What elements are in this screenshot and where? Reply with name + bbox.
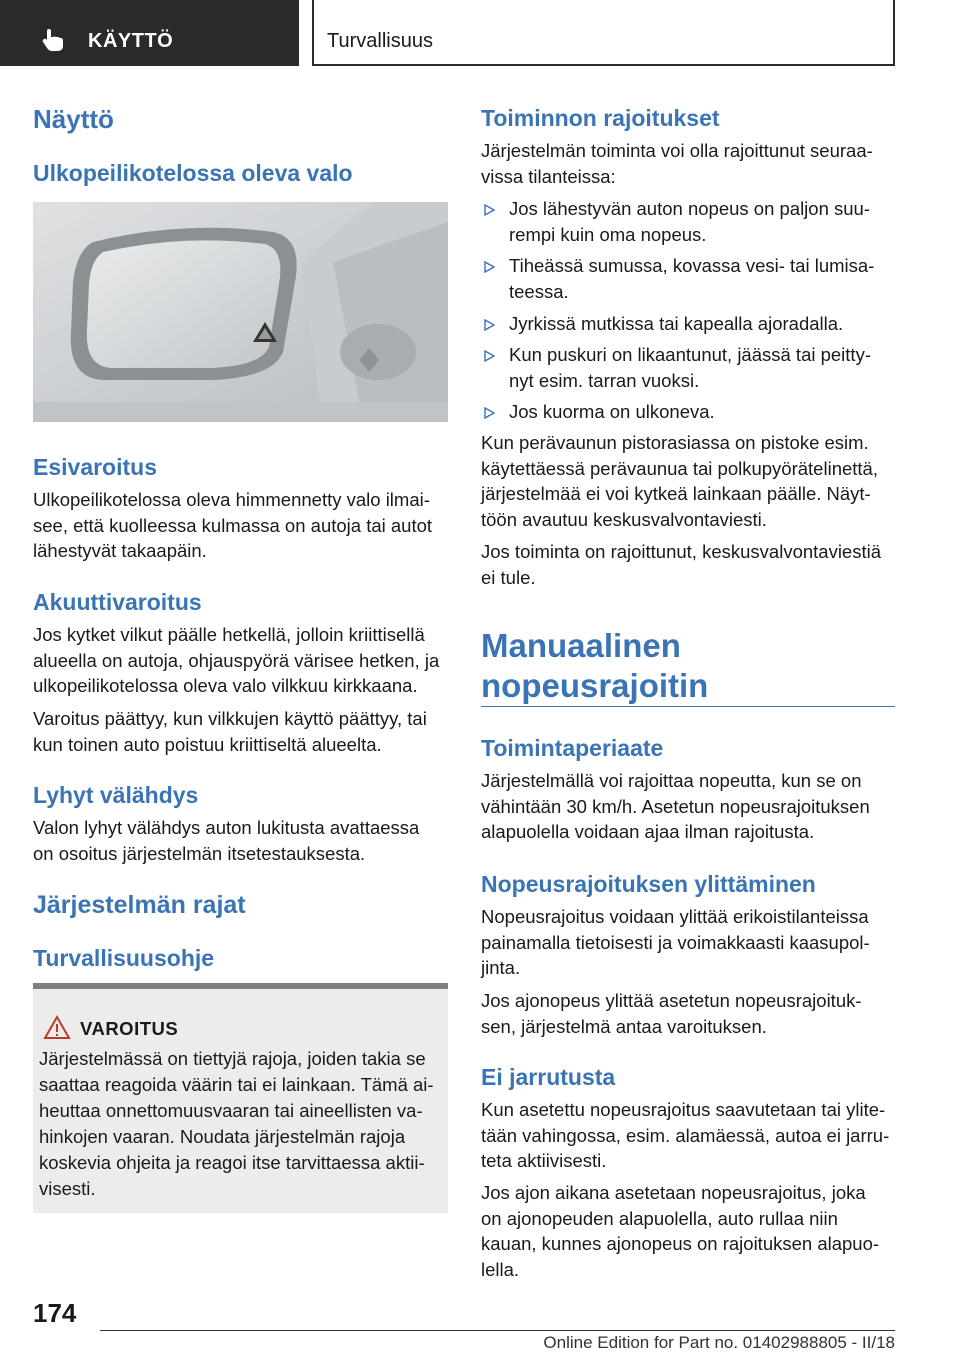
mirror-illustration [33,202,448,422]
text-line: Ulkopeilikotelossa oleva himmennetty valo ilmai‐ [33,489,430,510]
text-line: Jos kuorma on ulkoneva. [509,401,715,422]
text-line: käytettäessä perävaunua tai polkupyörätelinettä, [481,457,878,479]
rajoitukset-intro [481,138,873,189]
heading-manuaalinen-nopeusrajoitin [481,626,708,706]
heading-ei-jarrutusta: Ei jarrutusta [481,1064,616,1090]
text-line: Nopeusrajoitus voidaan ylittää erikoistilanteissa [481,906,869,927]
text-line: saattaa reagoida väärin tai ei lainkaan. Tämä ai‐ [39,1074,434,1095]
footer-rule [100,1330,895,1331]
page-number: 174 [33,1298,77,1328]
heading-lyhyt: Lyhyt välähdys [33,782,199,808]
heading-line: nopeusrajoitin [481,667,709,704]
text-line: painamalla tietoisesti ja voimakkaasti kaasupol‐ [481,931,870,953]
text-line: Kun asetettu nopeusrajoitus saavutetaan tai ylite‐ [481,1099,886,1120]
text-line: Tiheässä sumussa, kovassa vesi- tai lumisa‐ [509,255,875,276]
rajoitukset-text-2 [481,539,881,590]
rajoitukset-text-1 [481,430,878,532]
text-line: on osoitus järjestelmän itsetestauksesta. [33,842,366,864]
text-line: Jos lähestyvän auton nopeus on paljon suu‐ [509,198,871,219]
heading-toiminnon-rajoitukset: Toiminnon rajoitukset [481,105,720,131]
text-line: on ajonopeuden alapuolella, auto rullaa niin [481,1207,838,1229]
text-line: hinkojen vaaran. Noudata järjestelmän rajoja [39,1126,406,1147]
text-line: Jos kytket vilkut päälle hetkellä, jolloin kriittisellä [33,624,425,645]
bullet-triangle-icon [484,261,495,273]
heading-rule [481,706,895,707]
section-label: KÄYTTÖ [88,30,174,52]
chapter-label: Turvallisuus [327,30,433,52]
text-line: kun toinen auto poistuu kriittiseltä alueelta. [33,733,382,755]
heading-toimintaperiaate: Toimintaperiaate [481,735,664,761]
text-line: alapuolella voidaan ajaa ilman rajoitusta. [481,821,815,842]
page-title: Näyttö [33,104,114,134]
text-line: teessa. [509,280,569,302]
warning-triangle-icon [43,1015,71,1040]
page-header [0,0,960,66]
text-line: ulkopeilikotelossa oleva valo vilkkuu kirkkaana. [33,675,418,696]
warning-box [33,983,448,1213]
bullet-triangle-icon [484,407,495,419]
text-line: Järjestelmässä on tiettyjä rajoja, joiden takia se [39,1048,426,1069]
akuutti-text-2 [33,706,427,757]
text-line: Valon lyhyt välähdys auton lukitusta avattaessa [33,817,420,838]
text-line: lella. [481,1258,520,1280]
text-line: Kun perävaunun pistorasiassa on pistoke esim. [481,432,869,453]
warning-text [39,1046,441,1202]
lyhyt-text [33,815,419,866]
text-line: rempi kuin oma nopeus. [509,223,707,245]
text-line: vissa tilanteissa: [481,165,616,187]
text-line: koskevia ohjeita ja reagoi itse tarvittaessa aktii‐ [39,1152,425,1173]
chapter-tab [312,0,895,66]
text-line: Kun puskuri on likaantunut, jäässä tai peitty‐ [509,344,871,365]
heading-line: Manuaalinen [481,627,681,664]
text-line: ei tule. [481,566,536,588]
section-tab [0,0,299,66]
text-line: sen, järjestelmä antaa varoituksen. [481,1015,767,1037]
text-line: Jos toiminta on rajoittunut, keskusvalvontaviestiä [481,541,882,562]
text-line: Jos ajon aikana asetetaan nopeusrajoitus, joka [481,1182,866,1203]
text-line: heuttaa onnettomuusvaaran tai aineellisten va‐ [39,1100,423,1121]
heading-esivaroitus: Esivaroitus [33,454,157,480]
text-line: kauan, kunnes ajonopeus on rajoituksen alapuo‐ [481,1233,880,1254]
text-line: töön avautuu keskusvalvontaviesti. [481,508,767,530]
warning-title: VAROITUS [80,1018,179,1039]
text-line: Järjestelmällä voi rajoittaa nopeutta, kun se on [481,770,862,791]
text-line: nyt esim. tarran vuoksi. [509,369,700,391]
text-line: Varoitus päättyy, kun vilkkujen käyttö päättyy, tai [33,708,427,729]
text-line: järjestelmää ei voi kytkeä lainkaan päälle. Näyt‐ [481,483,871,504]
text-line: tään vahingossa, esim. alamäessä, autoa ei jarru‐ [481,1124,890,1146]
text-line: visesti. [39,1178,96,1199]
esivaroitus-text [33,487,432,564]
text-line: lähestyvät takaapäin. [33,540,207,561]
akuutti-text-1 [33,622,439,699]
heading-jarjestelman-rajat: Järjestelmän rajat [33,891,246,919]
text-line: Jyrkissä mutkissa tai kapealla ajoradalla. [509,313,844,334]
text-line: jinta. [481,957,521,978]
text-line: vähintään 30 km/h. Asetetun nopeusrajoituksen [481,795,870,817]
side-mirror-image [33,202,448,422]
jarru-text-1 [481,1097,889,1174]
footer-edition: Online Edition for Part no. 01402988805 - II/18 [543,1333,895,1352]
hand-pointer-icon [40,27,66,53]
ylitt-text-1 [481,904,870,981]
heading-akuuttivaroitus: Akuuttivaroitus [33,589,202,615]
heading-turvallisuusohje: Turvallisuusohje [33,945,215,971]
text-line: alueella on autoja, ohjauspyörä värisee hetken, ja [33,649,440,671]
subtitle-mirror-light: Ulkopeilikotelossa oleva valo [33,160,353,186]
periaate-text [481,768,870,845]
text-line: teta aktiivisesti. [481,1150,607,1171]
heading-ylittaminen: Nopeusrajoituksen ylittäminen [481,871,816,897]
jarru-text-2 [481,1180,879,1282]
ylitt-text-2 [481,988,862,1039]
bullet-triangle-icon [484,204,495,216]
bullet-triangle-icon [484,350,495,362]
bullet-triangle-icon [484,319,495,331]
text-line: see, että kuolleessa kulmassa on autoja tai autot [33,514,433,536]
text-line: Järjestelmän toiminta voi olla rajoittunut seuraa‐ [481,140,873,161]
text-line: Jos ajonopeus ylittää asetetun nopeusrajoituk‐ [481,990,862,1011]
